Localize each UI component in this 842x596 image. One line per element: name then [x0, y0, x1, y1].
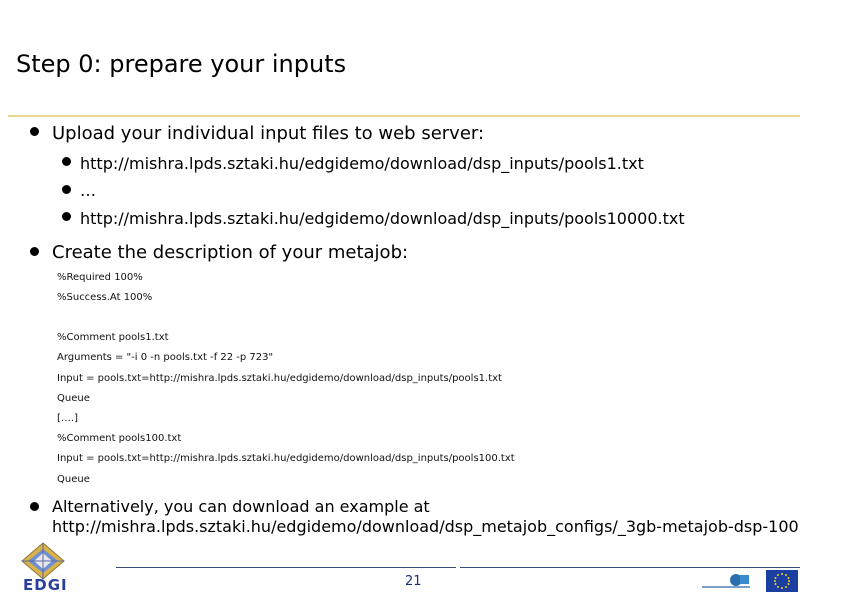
page-number: 21 [405, 574, 422, 589]
edgi-logo-text: EDGI [23, 576, 68, 594]
code-line: Queue [57, 474, 90, 485]
code-line: %Required 100% [57, 272, 143, 283]
sub-bullet-dot [62, 157, 71, 166]
bullet-dot [30, 502, 39, 511]
footer-rule-left [116, 567, 456, 568]
code-line: Arguments = "-i 0 -n pools.txt -f 22 -p 723" [57, 352, 274, 363]
sub-bullet-url-last: http://mishra.lpds.sztaki.hu/edgidemo/download/dsp_inputs/pools10000.txt [80, 209, 685, 228]
title-divider [8, 115, 800, 117]
bullet-upload-text: Upload your individual input files to web server: [52, 123, 485, 144]
sub-bullet-dot [62, 212, 71, 221]
bullet-alternative-url: http://mishra.lpds.sztaki.hu/edgidemo/download/dsp_metajob_configs/_3gb-metajob-dsp-100 [52, 517, 799, 536]
code-line: Input = pools.txt=http://mishra.lpds.sztaki.hu/edgidemo/download/dsp_inputs/pools1.txt [57, 373, 502, 384]
bullet-description-text: Create the description of your metajob: [52, 242, 409, 263]
code-line: %Comment pools100.txt [57, 433, 182, 444]
sub-bullet-url-first: http://mishra.lpds.sztaki.hu/edgidemo/download/dsp_inputs/pools1.txt [80, 154, 644, 173]
bullet-dot [30, 247, 39, 256]
sub-bullet-ellipsis: … [80, 181, 96, 200]
sub-bullet-dot [62, 185, 71, 194]
code-line: %Success.At 100% [57, 292, 153, 303]
eu-flag-icon [766, 570, 798, 592]
code-line: [….] [57, 413, 78, 424]
footer-rule-right [460, 567, 800, 568]
code-line: Queue [57, 393, 90, 404]
slide-title: Step 0: prepare your inputs [16, 50, 347, 78]
bullet-dot [30, 127, 39, 136]
code-line: %Comment pools1.txt [57, 332, 169, 343]
bullet-alternative-text: Alternatively, you can download an example at [52, 497, 430, 516]
fp7-logo-icon [698, 571, 758, 593]
code-line: Input = pools.txt=http://mishra.lpds.sztaki.hu/edgidemo/download/dsp_inputs/pools100.txt [57, 453, 515, 464]
